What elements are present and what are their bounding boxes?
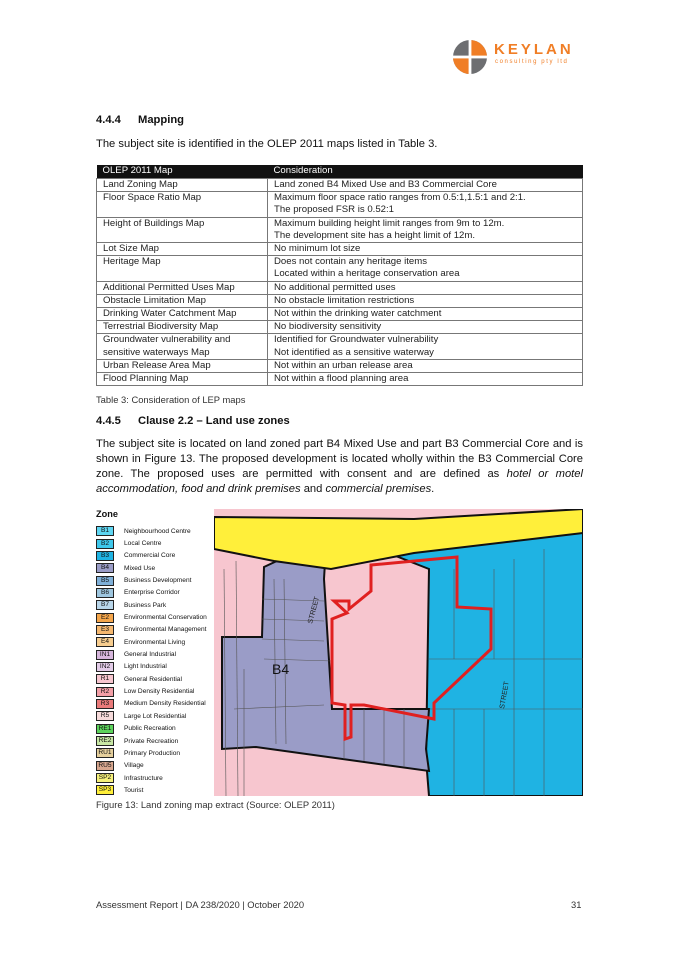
legend-swatch: SP2: [96, 773, 114, 783]
table-row: [97, 308, 583, 321]
legend-item-b6: [96, 587, 214, 599]
logo-subtitle: consulting pty ltd: [495, 59, 569, 65]
legend-item-e3: [96, 624, 214, 636]
section-number: 4.4.5: [96, 415, 121, 427]
zone-legend-title: Zone: [96, 509, 118, 519]
legend-item-b1: [96, 525, 214, 537]
table-cell-map: Heritage Map: [97, 256, 268, 281]
consideration-line: Not within a flood planning area: [274, 373, 409, 385]
legend-label: Business Development: [124, 577, 192, 585]
legend-item-b7: [96, 599, 214, 611]
map-street-label: STREET: [499, 680, 511, 710]
paragraph-text: .: [431, 483, 435, 495]
table-row: [97, 321, 583, 334]
table-cell-map: Height of Buildings Map: [97, 217, 268, 242]
legend-swatch: B7: [96, 600, 114, 610]
table-cell-map: Additional Permitted Uses Map: [97, 281, 268, 294]
consideration-line: Not within an urban release area: [274, 359, 413, 371]
table-row: [97, 243, 583, 256]
table-row: [97, 179, 583, 192]
zone-legend: [96, 509, 214, 797]
legend-swatch: B5: [96, 576, 114, 586]
legend-item-ru5: [96, 760, 214, 772]
consideration-line: No biodiversity sensitivity: [274, 321, 382, 333]
table-cell-consideration: [268, 321, 583, 334]
legend-label: Mixed Use: [124, 564, 156, 572]
table-row: [97, 294, 583, 307]
legend-item-in2: [96, 661, 214, 673]
table-row: [97, 256, 583, 281]
defined-term-commercial: commercial premises: [325, 483, 432, 495]
table-row: [97, 281, 583, 294]
table-row: [97, 334, 583, 359]
legend-swatch: E3: [96, 625, 114, 635]
legend-item-sp2: [96, 772, 214, 784]
legend-item-r2: [96, 685, 214, 697]
legend-swatch: E2: [96, 613, 114, 623]
table-row: [97, 192, 583, 217]
table-cell-consideration: [268, 359, 583, 372]
table-cell-map: Flood Planning Map: [97, 373, 268, 386]
page-number: 31: [571, 899, 582, 910]
map-street-label: STREET: [307, 596, 322, 625]
land-use-paragraph: [96, 437, 583, 497]
legend-item-b3: [96, 550, 214, 562]
section-number: 4.4.4: [96, 114, 121, 126]
legend-label: Private Recreation: [124, 737, 179, 745]
consideration-line: Not within the drinking water catchment: [274, 308, 442, 320]
legend-label: Environmental Management: [124, 626, 207, 634]
legend-label: Public Recreation: [124, 725, 176, 733]
legend-item-b5: [96, 574, 214, 586]
paragraph-text: The subject site is located on land zoned part B4 Mixed Use and part B3 Commercial Core and is shown in Figure 13. The proposed development is located wholly within the B3 Commercial Core zone. The proposed uses are permitted with consent and are defined as: [96, 438, 583, 480]
table-cell-consideration: [268, 192, 583, 217]
mapping-intro: The subject site is identified in the OLEP 2011 maps listed in Table 3.: [96, 138, 438, 150]
table-cell-map: Drinking Water Catchment Map: [97, 308, 268, 321]
legend-label: Village: [124, 762, 144, 770]
table-cell-map: Groundwater vulnerability and sensitive waterways Map: [97, 334, 268, 359]
paragraph-text: and: [300, 483, 326, 495]
table-cell-map: Floor Space Ratio Map: [97, 192, 268, 217]
legend-swatch: B1: [96, 526, 114, 536]
consideration-line: No minimum lot size: [274, 243, 361, 255]
legend-swatch: RE1: [96, 724, 114, 734]
legend-item-re1: [96, 723, 214, 735]
consideration-line: Land zoned B4 Mixed Use and B3 Commercial Core: [274, 179, 497, 190]
legend-swatch: IN2: [96, 662, 114, 672]
legend-label: Enterprise Corridor: [124, 589, 180, 597]
table-cell-map: Land Zoning Map: [97, 179, 268, 192]
legend-label: Primary Production: [124, 749, 181, 757]
legend-label: Local Centre: [124, 540, 162, 548]
legend-item-re2: [96, 735, 214, 747]
table-cell-map: Terrestrial Biodiversity Map: [97, 321, 268, 334]
legend-label: General Residential: [124, 675, 182, 683]
legend-swatch: IN1: [96, 650, 114, 660]
map-label-b4: B4: [272, 661, 290, 677]
table-header-consideration: Consideration: [268, 165, 583, 179]
legend-item-e4: [96, 636, 214, 648]
legend-swatch: RU1: [96, 748, 114, 758]
table-cell-consideration: [268, 281, 583, 294]
legend-swatch: R3: [96, 699, 114, 709]
consideration-line: Located within a heritage conservation area: [274, 268, 460, 280]
table-row: [97, 217, 583, 242]
lep-maps-table: [96, 165, 583, 386]
defined-term-hotel: hotel or motel accommodation, food and drink premises: [96, 468, 584, 495]
logo-name: KEYLAN: [494, 41, 574, 58]
table-cell-map: Lot Size Map: [97, 243, 268, 256]
legend-item-r3: [96, 698, 214, 710]
table-caption: Table 3: Consideration of LEP maps: [96, 394, 246, 405]
legend-item-b4: [96, 562, 214, 574]
legend-label: Neighbourhood Centre: [124, 527, 191, 535]
legend-item-ru1: [96, 747, 214, 759]
legend-label: General Industrial: [124, 651, 177, 659]
lep-table-body: [97, 179, 583, 386]
legend-swatch: B3: [96, 551, 114, 561]
legend-item-r5: [96, 710, 214, 722]
legend-item-sp3: [96, 784, 214, 796]
legend-swatch: E4: [96, 637, 114, 647]
consideration-line: The proposed FSR is 0.52:1: [274, 204, 394, 216]
table-cell-consideration: [268, 243, 583, 256]
figure-caption: Figure 13: Land zoning map extract (Source: OLEP 2011): [96, 799, 335, 810]
legend-label: Light Industrial: [124, 663, 167, 671]
legend-item-in1: [96, 648, 214, 660]
table-cell-map: Urban Release Area Map: [97, 359, 268, 372]
table-header-row: [97, 165, 583, 179]
legend-label: Large Lot Residential: [124, 712, 187, 720]
legend-label: Low Density Residential: [124, 688, 195, 696]
legend-item-r1: [96, 673, 214, 685]
legend-label: Commercial Core: [124, 552, 176, 560]
legend-swatch: B6: [96, 588, 114, 598]
legend-label: Infrastructure: [124, 774, 163, 782]
legend-label: Environmental Living: [124, 638, 186, 646]
legend-label: Business Park: [124, 601, 167, 609]
consideration-line: No obstacle limitation restrictions: [274, 294, 415, 306]
legend-swatch: B4: [96, 563, 114, 573]
table-row: [97, 373, 583, 386]
table-row: [97, 359, 583, 372]
table-cell-consideration: [268, 217, 583, 242]
land-zoning-map: [214, 509, 583, 796]
table-cell-consideration: [268, 179, 583, 192]
consideration-line: Maximum floor space ratio ranges from 0.5:1,1.5:1 and 2:1.: [274, 192, 526, 204]
section-title: Clause 2.2 – Land use zones: [138, 415, 290, 427]
table-cell-consideration: [268, 373, 583, 386]
legend-swatch: R2: [96, 687, 114, 697]
legend-swatch: RE2: [96, 736, 114, 746]
consideration-line: Identified for Groundwater vulnerability: [274, 334, 439, 346]
consideration-line: The development site has a height limit of 12m.: [274, 229, 476, 241]
legend-label: Medium Density Residential: [124, 700, 206, 708]
legend-label: Environmental Conservation: [124, 614, 207, 622]
footer-text: Assessment Report | DA 238/2020 | October 2020: [96, 899, 305, 910]
table-cell-consideration: [268, 256, 583, 281]
legend-item-b2: [96, 537, 214, 549]
legend-swatch: RU5: [96, 761, 114, 771]
consideration-line: No additional permitted uses: [274, 281, 396, 293]
table-cell-consideration: [268, 334, 583, 359]
legend-swatch: SP3: [96, 785, 114, 795]
legend-swatch: B2: [96, 539, 114, 549]
section-heading-mapping: [96, 114, 184, 126]
consideration-line: Maximum building height limit ranges from 9m to 12m.: [274, 217, 505, 229]
legend-swatch: R1: [96, 674, 114, 684]
table-cell-map: Obstacle Limitation Map: [97, 294, 268, 307]
consideration-line: Not identified as a sensitive waterway: [274, 346, 434, 358]
section-heading-land-use: [96, 415, 290, 427]
section-title: Mapping: [138, 114, 184, 126]
legend-swatch: R5: [96, 711, 114, 721]
table-cell-consideration: [268, 294, 583, 307]
legend-item-e2: [96, 611, 214, 623]
consideration-line: Does not contain any heritage items: [274, 256, 428, 268]
legend-label: Tourist: [124, 786, 144, 794]
table-header-map: OLEP 2011 Map: [97, 165, 268, 179]
table-cell-consideration: [268, 308, 583, 321]
